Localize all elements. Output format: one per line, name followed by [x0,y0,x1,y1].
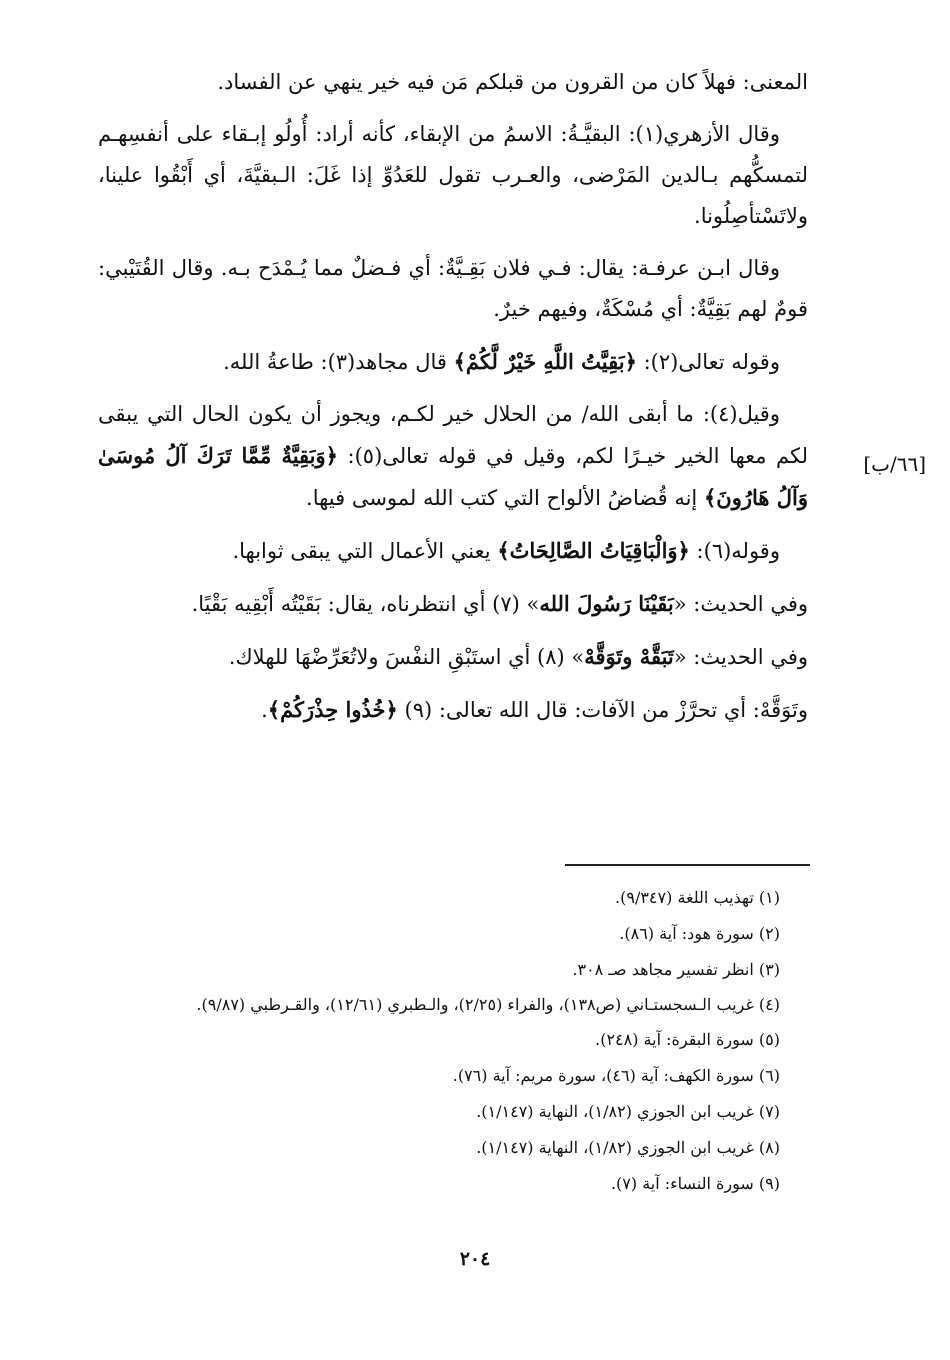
hadith-quote: تَبَقَّهْ وتَوَقَّهْ [584,644,674,669]
main-text [98,62,808,742]
paragraph-baqiyat-salihat [98,530,808,572]
paragraph-hadith-baqayna [98,583,808,625]
paragraph-meaning: المعنى: فهلاً كان من القرون من قبلكم مَن فيه خير ينهي عن الفساد. [217,70,808,94]
paragraph-qila [98,394,808,519]
quran-quote: ﴿بَقِيَّتُ اللَّهِ خَيْرٌ لَّكُمْ﴾ [453,349,637,374]
quran-quote: ﴿وَبَقِيَّةٌ مِّمَّا تَرَكَ آلُ مُوسَىٰ وَآلُ هَارُونَ﴾ [98,443,808,510]
text-segment: يعني الأعمال التي يبقى ثوابها. [232,539,491,563]
hadith-quote: بَقَيْنَا رَسُولَ الله [539,591,674,616]
text-segment: وقيل(٤): ما أبقى الله/ من الحلال خير لكـم، ويجوز أن يكون الحال التي يبقى لكم معها الخير خيـرًا لكم، وقيل في قوله تعالى(٥): [98,402,808,468]
quran-quote: ﴿وَالْبَاقِيَاتُ الصَّالِحَاتُ﴾ [497,538,690,563]
paragraph-tawaqqah [98,689,808,731]
page-number: ٢٠٤ [459,1248,491,1270]
text-segment: وفي الحديث: « [673,592,808,616]
footnote-9: (٩) سورة النساء: آية (٧). [610,1174,780,1193]
footnote-3: (٣) انظر تفسير مجاهد صـ ٣٠٨. [572,960,780,979]
footnote-1: (١) تهذيب اللغة (٩/٣٤٧). [615,888,780,907]
text-segment: » (٧) أي انتظرناه، يقال: بَقَيْتُه أَبْقِيه بَقْيًا. [191,592,540,616]
paragraph-azhari: وقال الأزهري(١): البقيَّـةُ: الاسمُ من الإبقاء، كأنه أراد: أُولُو إبـقاء على أنفسِهـم لتمسكُّهم بـالدين المَرْضى، والعـرب تقول للعَدُوِّ إذا غَلَ: الـبقيَّةَ، أي أَبْقُوا علينا، ولاتَسْتأصِلُونا. [98,122,808,228]
text-segment: وقوله(٦): [696,539,780,563]
text-segment: وفي الحديث: « [673,645,808,669]
paragraph-ibn-arafa: وقال ابـن عرفـة: يقال: فـي فلان بَقِـيَّةٌ: أي فـضلٌ مما يُـمْدَح بـه. وقال القُتَيْبي: قومٌ لهم بَقِيَّةٌ: أي مُسْكَةٌ، وفيهم خيرٌ. [98,256,808,321]
footnote-7: (٧) غريب ابن الجوزي (١/٨٢)، النهاية (١/١٤٧). [476,1102,780,1121]
footnote-6: (٦) سورة الكهف: آية (٤٦)، سورة مريم: آية (٧٦). [452,1066,780,1085]
text-segment: وقوله تعالى(٢): [643,350,780,374]
text-segment: إنه قُضاضُ الألواح التي كتب الله لموسى فيها. [306,486,698,510]
footnote-divider [565,864,810,866]
margin-folio-note: [٦٦/ب] [863,452,926,476]
footnotes [98,880,810,1202]
text-segment: وتَوَقَّهْ: أي تحرَّزْ من الآفات: قال الله تعالى: (٩) [404,698,808,722]
footnote-2: (٢) سورة هود: آية (٨٦). [619,924,780,943]
text-segment: . [261,698,268,722]
footnote-8: (٨) غريب ابن الجوزي (١/٨٢)، النهاية (١/١٤٧). [476,1138,780,1157]
paragraph-baqiyyat-allah [98,341,808,383]
paragraph-hadith-tabaqqah [98,636,808,678]
text-segment: قال مجاهد(٣): طاعةُ الله. [223,350,447,374]
footnote-5: (٥) سورة البقرة: آية (٢٤٨). [595,1030,780,1049]
text-segment: » (٨) أي استَبْقِ النفْسَ ولاتُعَرِّضْهَا للهلاك. [228,645,585,669]
footnote-4: (٤) غريب الـسجستـاني (ص١٣٨)، والفراء (٢/٢٥)، والـطبري (١٢/٦١)، والقـرطبي (٩/٨٧). [196,995,780,1014]
quran-quote: ﴿خُذُوا حِذْرَكُمْ﴾ [267,697,398,722]
